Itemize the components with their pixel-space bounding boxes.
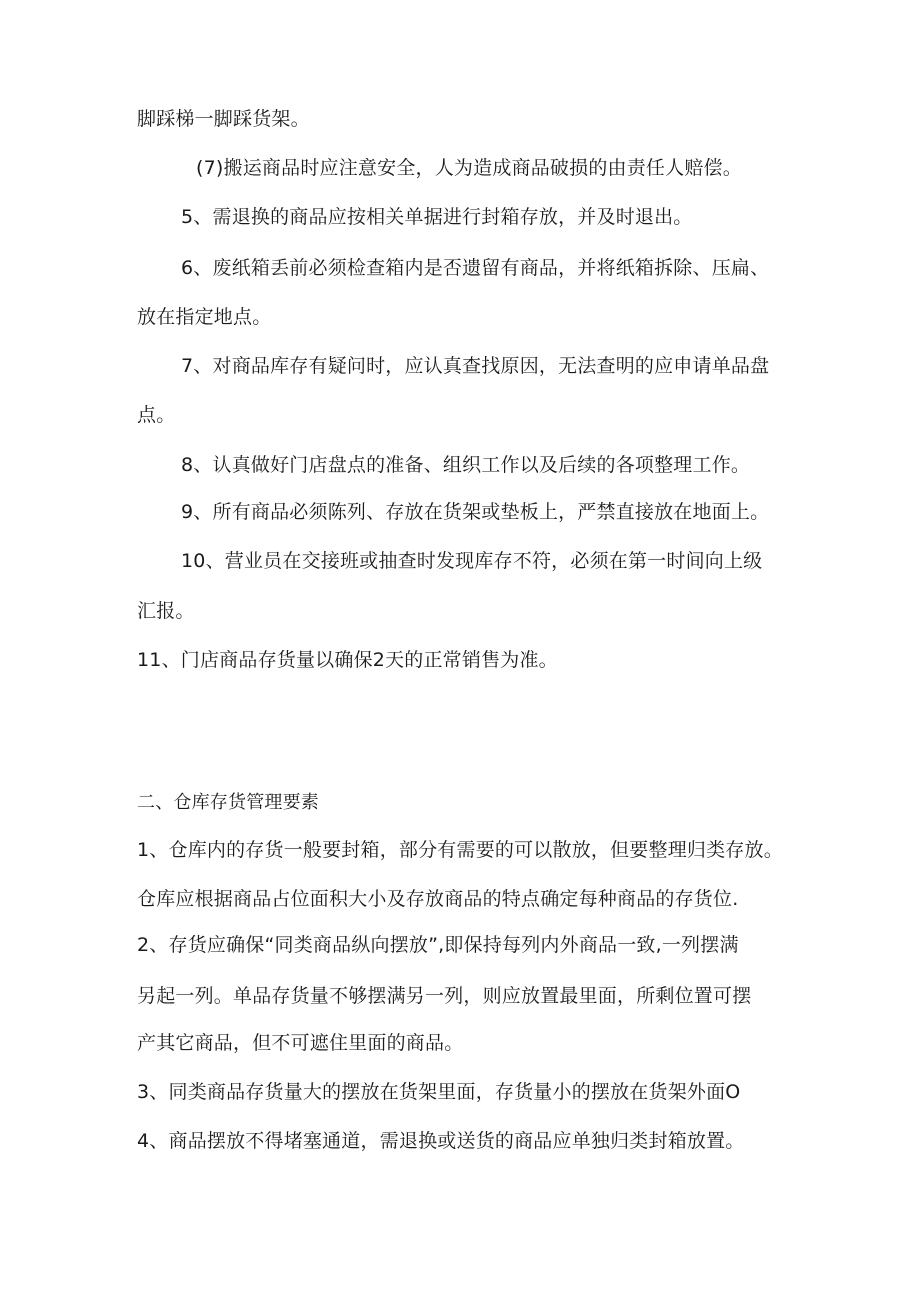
text-line: 脚踩梯一脚踩货架。 bbox=[137, 108, 310, 130]
text-line: 2、存货应确保“同类商品纵向摆放”,即保持每列内外商品一致,一列摆满 bbox=[137, 934, 739, 956]
text-line: 3、同类商品存货量大的摆放在货架里面，存货量小的摆放在货架外面O bbox=[137, 1081, 741, 1103]
text-line: 10、营业员在交接班或抽查时发现库存不符，必须在第一时间向上级 bbox=[181, 550, 763, 572]
text-line: 11、门店商品存货量以确保2天的正常销售为准。 bbox=[137, 649, 558, 671]
text-line: 产其它商品，但不可遮住里面的商品。 bbox=[137, 1032, 464, 1054]
text-line: 点。 bbox=[137, 404, 176, 426]
text-line: 仓库应根据商品占位面积大小及存放商品的特点确定每种商品的存货位. bbox=[137, 888, 739, 910]
text-line: 1、仓库内的存货一般要封箱，部分有需要的可以散放，但要整理归类存放。 bbox=[137, 839, 783, 861]
text-line: 5、需退换的商品应按相关单据进行封箱存放，并及时退出。 bbox=[181, 206, 693, 228]
text-line: 汇报。 bbox=[137, 600, 195, 622]
text-line: 4、商品摆放不得堵塞通道，需退换或送货的商品应单独归类封箱放置。 bbox=[137, 1130, 745, 1152]
text-line: 另起一列。单品存货量不够摆满另一列，则应放置最里面，所剩位置可摆 bbox=[137, 985, 752, 1007]
text-line: 放在指定地点。 bbox=[137, 306, 272, 328]
text-line: (7)搬运商品时应注意安全，人为造成商品破损的由责任人赔偿。 bbox=[196, 157, 742, 179]
text-line: 9、所有商品必须陈列、存放在货架或垫板上，严禁直接放在地面上。 bbox=[181, 501, 770, 523]
text-line: 8、认真做好门店盘点的准备、组织工作以及后续的各项整理工作。 bbox=[181, 454, 751, 476]
text-line: 7、对商品库存有疑问时，应认真查找原因，无法查明的应申请单品盘 bbox=[181, 355, 770, 377]
text-line: 6、废纸箱丢前必须检查箱内是否遗留有商品，并将纸箱拆除、压扁、 bbox=[181, 257, 770, 279]
section-heading: 二、仓库存货管理要素 bbox=[137, 792, 319, 813]
